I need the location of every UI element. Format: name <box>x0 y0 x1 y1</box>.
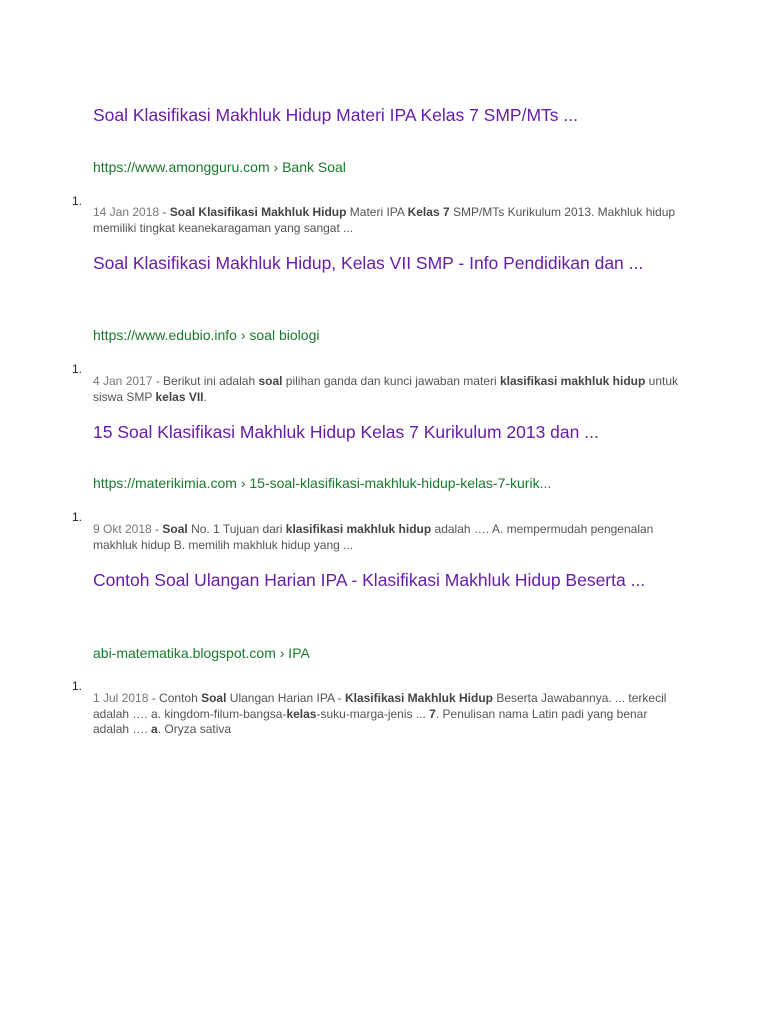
result-title-link[interactable]: Contoh Soal Ulangan Harian IPA - Klasifikasi Makhluk Hidup Beserta ... <box>93 570 646 590</box>
result-snippet <box>93 374 683 405</box>
result-date: 9 Okt 2018 <box>93 522 152 536</box>
list-number: 1. <box>72 362 83 376</box>
snippet-bold-term: Soal Klasifikasi Makhluk Hidup <box>169 205 347 219</box>
result-url[interactable]: https://www.edubio.info › soal biologi <box>93 327 320 343</box>
result-date: 1 Jul 2018 <box>93 691 149 705</box>
result-title-link[interactable]: Soal Klasifikasi Makhluk Hidup Materi IPA Kelas 7 SMP/MTs ... <box>93 105 578 125</box>
snippet-run: - Berikut ini adalah <box>152 374 259 388</box>
snippet-text <box>93 691 666 736</box>
snippet-run: - <box>159 205 170 219</box>
snippet-text <box>93 205 675 235</box>
result-snippet <box>93 522 683 553</box>
snippet-run: - Contoh <box>148 691 202 705</box>
list-number: 1. <box>72 510 83 524</box>
snippet-bold-term: Kelas 7 <box>407 205 450 219</box>
result-title-link[interactable]: 15 Soal Klasifikasi Makhluk Hidup Kelas 7 Kurikulum 2013 dan ... <box>93 422 599 442</box>
snippet-bold-term: Soal <box>201 691 227 705</box>
snippet-bold-term: a <box>151 722 158 736</box>
snippet-run: No. 1 Tujuan dari <box>187 522 286 536</box>
snippet-run: . Penulisan nama Latin padi yang benar adalah …. <box>93 706 648 736</box>
snippet-run: adalah …. A. mempermudah pengenalan makhluk hidup B. memilih makhluk hidup yang ... <box>93 522 654 552</box>
snippet-run: Beserta Jawabannya. ... terkecil adalah …. a. kingdom-filum-bangsa- <box>93 691 667 721</box>
snippet-text <box>93 522 653 552</box>
result-url[interactable]: https://materikimia.com › 15-soal-klasifikasi-makhluk-hidup-kelas-7-kurik... <box>93 475 552 491</box>
result-date: 14 Jan 2018 <box>93 205 160 219</box>
snippet-bold-term: Klasifikasi Makhluk Hidup <box>344 691 493 705</box>
snippet-run: - <box>151 522 163 536</box>
result-date: 4 Jan 2017 <box>93 374 153 388</box>
result-title-link[interactable]: Soal Klasifikasi Makhluk Hidup, Kelas VII SMP - Info Pendidikan dan ... <box>93 253 644 273</box>
snippet-bold-term: Soal <box>162 522 188 536</box>
list-number: 1. <box>72 194 83 208</box>
snippet-text <box>93 374 678 404</box>
snippet-run: . Oryza sativa <box>157 722 232 736</box>
snippet-run: -suku-marga-jenis ... <box>316 706 430 721</box>
snippet-bold-term: 7 <box>429 706 436 721</box>
result-url[interactable]: https://www.amongguru.com › Bank Soal <box>93 159 346 175</box>
snippet-bold-term: soal <box>258 374 283 388</box>
snippet-bold-term: klasifikasi makhluk hidup <box>285 522 432 536</box>
snippet-run: untuk siswa SMP <box>93 374 679 404</box>
result-snippet <box>93 691 683 738</box>
snippet-run: Ulangan Harian IPA - <box>226 691 345 705</box>
snippet-run: SMP/MTs Kurikulum 2013. Makhluk hidup memiliki tingkat keanekaragaman yang sangat ... <box>93 205 676 235</box>
result-snippet <box>93 205 683 236</box>
snippet-bold-term: klasifikasi makhluk hidup <box>499 374 646 388</box>
snippet-run: Materi IPA <box>346 205 408 219</box>
snippet-bold-term: kelas <box>286 706 317 721</box>
snippet-run: . <box>203 389 207 404</box>
snippet-bold-term: kelas VII <box>155 389 204 404</box>
snippet-run: pilihan ganda dan kunci jawaban materi <box>282 374 500 388</box>
result-url[interactable]: abi-matematika.blogspot.com › IPA <box>93 645 310 661</box>
list-number: 1. <box>72 679 83 693</box>
